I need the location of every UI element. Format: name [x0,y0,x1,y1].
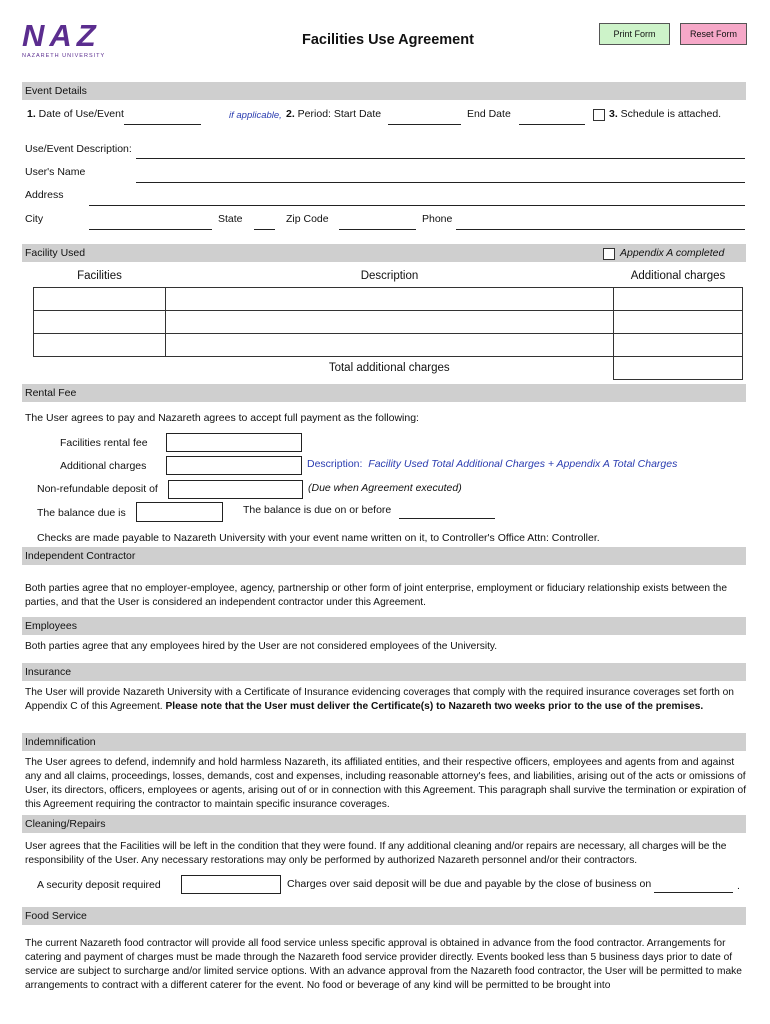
state-label: State [218,213,243,225]
section-event-details: Event Details [22,82,746,100]
section-cleaning-repairs: Cleaning/Repairs [22,815,746,833]
security-deposit-field[interactable] [181,875,281,894]
col-description: Description [360,270,419,282]
charges-cell[interactable] [614,288,743,311]
event-description-field[interactable] [136,158,745,159]
facility-cell[interactable] [34,311,166,334]
balance-due-field[interactable] [136,502,223,522]
charges-cell[interactable] [614,334,743,357]
section-food-service: Food Service [22,907,746,925]
appendix-a-checkbox[interactable] [603,248,615,260]
description-cell[interactable] [166,288,614,311]
section-facility-used: Facility Used [22,244,746,262]
charges-cell[interactable] [614,311,743,334]
section-independent-contractor: Independent Contractor [22,547,746,565]
logo-subtext: NAZARETH UNIVERSITY [22,53,106,59]
food-service-text: The current Nazareth food contractor will provide all food service unless specific approval is obtained in advance from the food contractor. Arrangements for catering and payment of charges must be made through the Nazareth food service provider directly. Events booked less than 5 business days prior to date of service are subject to surcharge and/or limited service options. With an advance approval from the Nazareth food contractor, the User will be permitted to make arrangements to contract with a different caterer for the event. No food or beverage of any kind will be permitted to be brought into [25,938,742,991]
address-label: Address [25,189,64,201]
section-insurance: Insurance [22,663,746,681]
date-of-use-field[interactable] [124,124,201,125]
users-name-field[interactable] [136,182,745,183]
event-description-label: Use/Event Description: [25,143,132,155]
deposit-field[interactable] [168,480,303,499]
appendix-a-label: Appendix A completed [620,247,725,259]
checks-note: Checks are made payable to Nazareth University with your event name written on it, to Controller's Office Attn: Controller. [37,532,600,544]
reset-form-button[interactable]: Reset Form [680,23,747,45]
logo [22,20,112,62]
phone-label: Phone [422,213,453,225]
balance-due-label: The balance due is [37,507,126,519]
deposit-note: (Due when Agreement executed) [308,482,462,494]
page-title: Facilities Use Agreement [302,32,474,48]
section-rental-fee: Rental Fee [22,384,746,402]
employees-text: Both parties agree that any employees hired by the User are not considered employees of the University. [25,641,498,652]
logo-mark: NAZ [22,18,101,53]
zip-code-label: Zip Code [286,213,329,225]
address-field[interactable] [89,205,745,206]
start-date-field[interactable] [388,124,461,125]
description-cell[interactable] [166,334,614,357]
end-date-label: End Date [467,108,511,120]
table-header-row [34,265,743,288]
charges-due-date-field[interactable] [654,892,733,893]
phone-field[interactable] [456,229,745,230]
state-field[interactable] [254,229,275,230]
users-name-label: User's Name [25,166,86,178]
additional-charges-label: Additional charges [60,460,147,472]
contractor-text: Both parties agree that no employer-employee, agency, partnership or other form of joint enterprise, employment or fiduciary relationship exists between the parties, and that the User is considered an independent contractor under this Agreement. [25,583,727,608]
balance-due-date-field[interactable] [399,518,495,519]
date-of-use-label: 1. Date of Use/Event [27,108,124,120]
indemnification-text: The User agrees to defend, indemnify and hold harmless Nazareth, its affiliated entities, and their respective officers, employees and agents from and against any and all claims, proceedings, losses, demands, cost and expenses, including reasonable attorney's fees, and liabilities, arising out of the acts or omissions of User, its directors, officers, employees or agents, arising out of or in connection with this Agreement. This paragraph shall survive the termination or expiration of this Agreement requiring the contractor to maintain specific insurance coverages. [25,757,747,810]
end-date-field[interactable] [519,124,585,125]
facility-cell[interactable] [34,334,166,357]
description-cell[interactable] [166,311,614,334]
facilities-rental-fee-label: Facilities rental fee [60,437,148,449]
facilities-rental-fee-field[interactable] [166,433,302,452]
col-facilities: Facilities [77,270,122,282]
period-start-label: 2. Period: Start Date [286,108,382,120]
section-indemnification: Indemnification [22,733,746,751]
schedule-attached-checkbox[interactable] [593,109,605,121]
section-employees: Employees [22,617,746,635]
total-additional-charges-field[interactable] [614,357,743,380]
facilities-table [33,265,743,380]
table-row [34,288,743,311]
total-additional-charges-label: Total additional charges [328,362,450,375]
city-field[interactable] [89,229,212,230]
balance-due-date-label: The balance is due on or before [243,504,392,516]
table-row [34,311,743,334]
col-additional-charges: Additional charges [630,270,726,282]
additional-charges-description: Description: Facility Used Total Additional Charges + Appendix A Total Charges [307,458,678,470]
insurance-text: The User will provide Nazareth University with a Certificate of Insurance evidencing coverages that comply with the required insurance coverages set forth on Appendix C of this Agreement. Please note that the User must deliver the Certificate(s) to Nazareth two weeks prior to the use of the premises. [25,687,734,712]
deposit-label: Non-refundable deposit of [37,483,158,495]
additional-charges-field[interactable] [166,456,302,475]
cleaning-text: User agrees that the Facilities will be left in the condition that they were found. If any additional cleaning and/or repairs are necessary, all charges will be the responsibility of the User. Any necessary restorations may only be performed by authorized Nazareth personnel and/or their contractors. [25,841,727,866]
zip-code-field[interactable] [339,229,416,230]
table-row [34,334,743,357]
city-label: City [25,213,44,225]
total-row [34,357,743,380]
charges-period: . [737,880,740,892]
rental-intro: The User agrees to pay and Nazareth agrees to accept full payment as the following: [25,412,419,424]
schedule-attached-label: 3. Schedule is attached. [609,108,722,120]
if-applicable-note: if applicable, [229,110,282,121]
security-deposit-label: A security deposit required [37,879,161,891]
print-form-button[interactable]: Print Form [599,23,670,45]
charges-over-deposit-text: Charges over said deposit will be due and payable by the close of business on [287,878,652,890]
facility-cell[interactable] [34,288,166,311]
